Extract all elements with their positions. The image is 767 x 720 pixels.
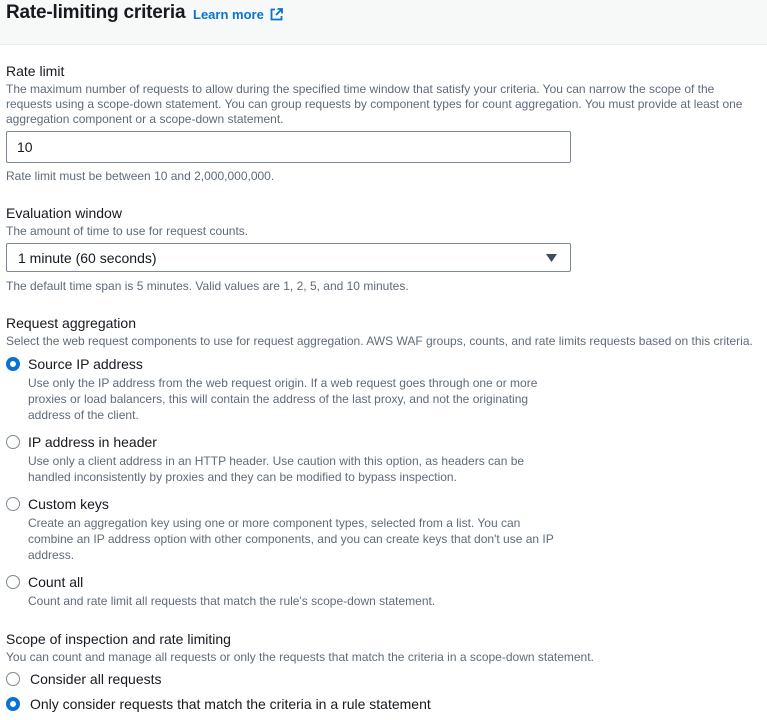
option-description-line: handled inconsistently by proxies and they can be modified to bypass inspection.	[28, 470, 457, 484]
radio-source-ip[interactable]	[6, 357, 20, 371]
option-description-line: Count and rate limit all requests that match the rule's scope-down statement.	[28, 594, 436, 608]
rate-limit-input[interactable]	[6, 131, 571, 163]
radio-consider-all-requests[interactable]	[6, 672, 20, 686]
evaluation-window-value: 1 minute (60 seconds)	[18, 250, 157, 266]
radio-custom-keys[interactable]	[6, 497, 20, 511]
option-description-line: proxies or load balancers, this will contain the address of the last proxy, and not the originating	[28, 392, 529, 406]
evaluation-window-label: Evaluation window	[6, 205, 122, 221]
evaluation-window-description: The amount of time to use for request counts.	[6, 224, 249, 238]
option-label-only-matching[interactable]: Only consider requests that match the criteria in a rule statement	[30, 696, 431, 712]
rate-limit-description-line: aggregation component or a scope-down statement.	[6, 112, 284, 126]
section-header	[0, 0, 767, 45]
caret-down-icon	[546, 254, 557, 262]
learn-more-label: Learn more	[193, 7, 264, 22]
rate-limit-label: Rate limit	[6, 63, 65, 79]
evaluation-window-select[interactable]	[6, 243, 571, 272]
option-label-consider-all[interactable]: Consider all requests	[30, 671, 162, 687]
option-description-line: Use only a client address in an HTTP header. Use caution with this option, as headers can be	[28, 454, 525, 468]
rate-limit-description-line: requests using a scope-down statement. You can group requests by component types for count aggregation. You must provide at least one	[6, 97, 743, 111]
radio-ip-in-header[interactable]	[6, 435, 20, 449]
radio-only-matching-requests[interactable]	[6, 697, 20, 711]
learn-more-link[interactable]	[193, 7, 283, 22]
option-label-custom-keys[interactable]: Custom keys	[28, 496, 109, 512]
rate-limit-description-line: The maximum number of requests to allow during the specified time window that satisfy your criteria. You can narrow the scope of the	[6, 82, 715, 96]
option-label-count-all[interactable]: Count all	[28, 574, 84, 590]
option-description-line: Create an aggregation key using one or more component types, selected from a list. You can	[28, 516, 521, 530]
option-description-line: Use only the IP address from the web request origin. If a web request goes through one or more	[28, 376, 538, 390]
radio-count-all[interactable]	[6, 575, 20, 589]
option-description-line: address of the client.	[28, 408, 139, 422]
evaluation-window-constraint: The default time span is 5 minutes. Valid values are 1, 2, 5, and 10 minutes.	[6, 279, 409, 293]
request-aggregation-label: Request aggregation	[6, 315, 136, 331]
request-aggregation-description: Select the web request components to use for request aggregation. AWS WAF groups, counts, and rate limits requests based on this criteria.	[6, 334, 753, 348]
option-description-line: address.	[28, 548, 75, 562]
option-label-source-ip[interactable]: Source IP address	[28, 356, 143, 372]
option-label-ip-in-header[interactable]: IP address in header	[28, 434, 157, 450]
section-title: Rate-limiting criteria	[6, 2, 186, 23]
external-link-icon	[270, 8, 283, 21]
option-description-line: combine an IP address option with other components, and you can create keys that don't use an IP	[28, 532, 554, 546]
rate-limit-constraint: Rate limit must be between 10 and 2,000,000,000.	[6, 169, 275, 183]
scope-description: You can count and manage all requests or only the requests that match the criteria in a scope-down statement.	[6, 650, 594, 664]
scope-label: Scope of inspection and rate limiting	[6, 631, 231, 647]
